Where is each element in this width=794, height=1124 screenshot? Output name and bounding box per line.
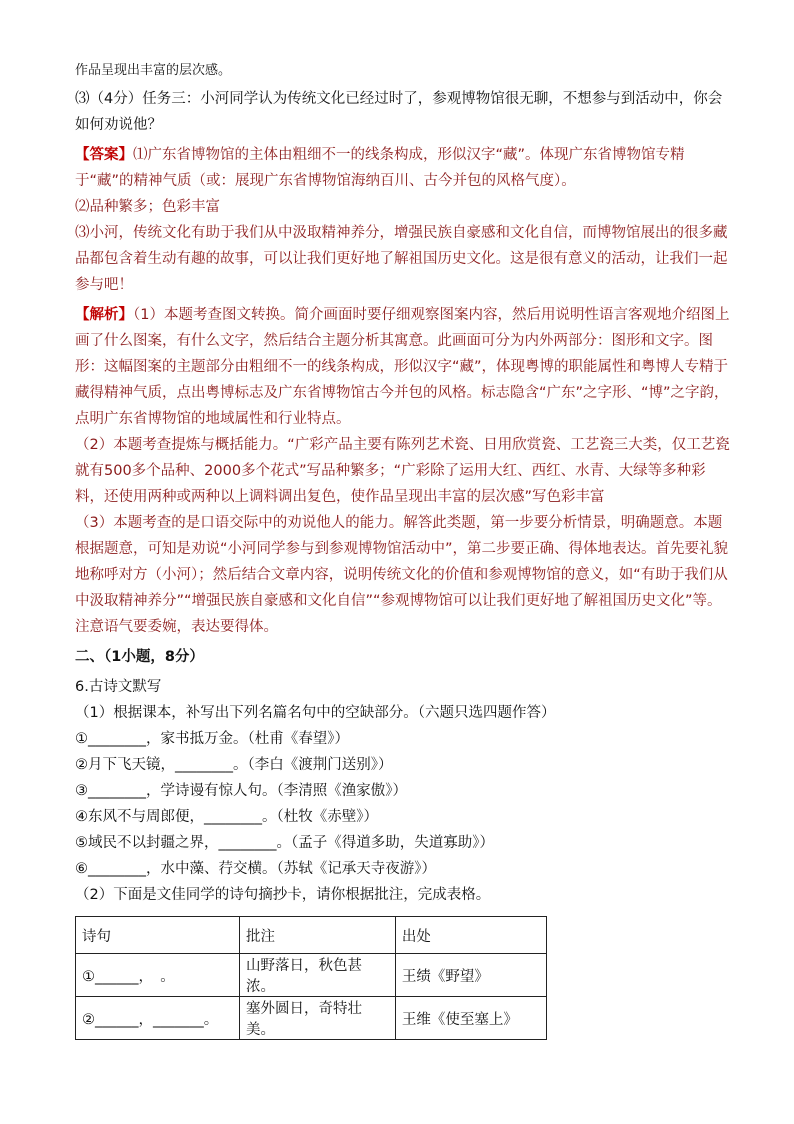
question-6-sub2: （2）下面是文佳同学的诗句摘抄卡，请你根据批注，完成表格。 xyxy=(75,887,491,903)
analysis-paragraph-2: （2）本题考查提炼与概括能力。“广彩产品主要有陈列艺术瓷、日用欣赏瓷、工艺瓷三大类，仅工艺瓷就有500多个品种、2000多个花式”写品种繁多；“广彩除了运用大红、西红、水青、大绿等多种彩料，还使用两种或两种以上调料调出复色，使作品呈现出丰富的层次感”写色彩丰富 xyxy=(75,437,730,505)
analysis-label: 【解析】 xyxy=(75,307,133,323)
row2-annotation: 塞外圆日，奇特壮美。 xyxy=(239,997,395,1040)
answer-label: 【答案】 xyxy=(75,147,133,163)
table-row xyxy=(76,954,547,997)
header-annotation: 批注 xyxy=(239,917,395,954)
fill-item-5: ⑤域民不以封疆之界，________。（孟子《得道多助，失道寡助》） xyxy=(75,835,494,851)
table-header-row xyxy=(76,917,547,954)
fill-item-2: ②月下飞天镜，________。（李白《渡荆门送别》） xyxy=(75,757,393,773)
question-6-sub1: （1）根据课本，补写出下列名篇名句中的空缺部分。（六题只选四题作答） xyxy=(75,705,556,721)
header-source: 出处 xyxy=(395,917,546,954)
row1-source: 王绩《野望》 xyxy=(395,954,546,997)
question-6-title: 6.古诗文默写 xyxy=(75,679,162,695)
answer-paragraph-2: ⑵品种繁多；色彩丰富 xyxy=(75,199,220,215)
answer-text-1: ⑴广东省博物馆的主体由粗细不一的线条构成，形似汉字“藏”。体现广东省博物馆专精于“藏”的精神气质（或：展现广东省博物馆海纳百川、古今并包的风格气度）。 xyxy=(75,147,685,189)
row1-annotation: 山野落日，秋色甚浓。 xyxy=(239,954,395,997)
question-3-prompt: ⑶（4分）任务三：小河同学认为传统文化已经过时了，参观博物馆很无聊，不想参与到活动中，你会如何劝说他？ xyxy=(75,91,723,133)
row2-poem-line: ②______，_______。 xyxy=(76,997,240,1040)
analysis-paragraph-3: （3）本题考查的是口语交际中的劝说他人的能力。解答此类题，第一步要分析情景，明确题意。本题根据题意，可知是劝说“小河同学参与到参观博物馆活动中”，第二步要正确、得体地表达。首先要礼貌地称呼对方（小河）；然后结合文章内容，说明传统文化的价值和参观博物馆的意义，如“有助于我们从中汲取精神养分”“增强民族自豪感和文化自信”“参观博物馆可以让我们更好地了解祖国历史文化”等。注意语气要委婉，表达要得体。 xyxy=(75,515,729,635)
row1-poem-line: ①______， 。 xyxy=(76,954,240,997)
header-poem-line: 诗句 xyxy=(76,917,240,954)
document-page xyxy=(75,60,730,1040)
answer-paragraph-1 xyxy=(75,142,730,194)
table-row xyxy=(76,997,547,1040)
section-2-title: 二、（1小题，8分） xyxy=(75,649,204,665)
fill-item-1: ①________，家书抵万金。（杜甫《春望》） xyxy=(75,731,349,747)
answer-paragraph-3: ⑶小河，传统文化有助于我们从中汲取精神养分，增强民族自豪感和文化自信，而博物馆展出的很多藏品都包含着生动有趣的故事，可以让我们更好地了解祖国历史文化。这是很有意义的活动，让我们一起参与吧！ xyxy=(75,225,728,293)
fill-item-4: ④东风不与周郎便，________。（杜牧《赤壁》） xyxy=(75,809,378,825)
analysis-text-1: （1）本题考查图文转换。简介画面时要仔细观察图案内容，然后用说明性语言客观地介绍图上画了什么图案，有什么文字，然后结合主题分析其寓意。此画面可分为内外两部分：图形和文字。图形：这幅图案的主题部分由粗细不一的线条构成，形似汉字“藏”，体现粤博的职能属性和粤博人专精于藏得精神气质，点出粤博标志及广东省博物馆古今并包的风格。标志隐含“广东”之字形、“博”之字韵，点明广东省博物馆的地域属性和行业特点。 xyxy=(75,307,730,427)
analysis-paragraph-1 xyxy=(75,302,730,432)
continuation-line: 作品呈现出丰富的层次感。 xyxy=(75,63,232,78)
fill-item-6: ⑥________，水中藻、荇交横。（苏轼《记承天寺夜游》） xyxy=(75,861,436,877)
row2-source: 王维《使至塞上》 xyxy=(395,997,546,1040)
fill-item-3: ③________，学诗谩有惊人句。（李清照《渔家傲》） xyxy=(75,783,407,799)
poem-card-table xyxy=(75,916,547,1040)
